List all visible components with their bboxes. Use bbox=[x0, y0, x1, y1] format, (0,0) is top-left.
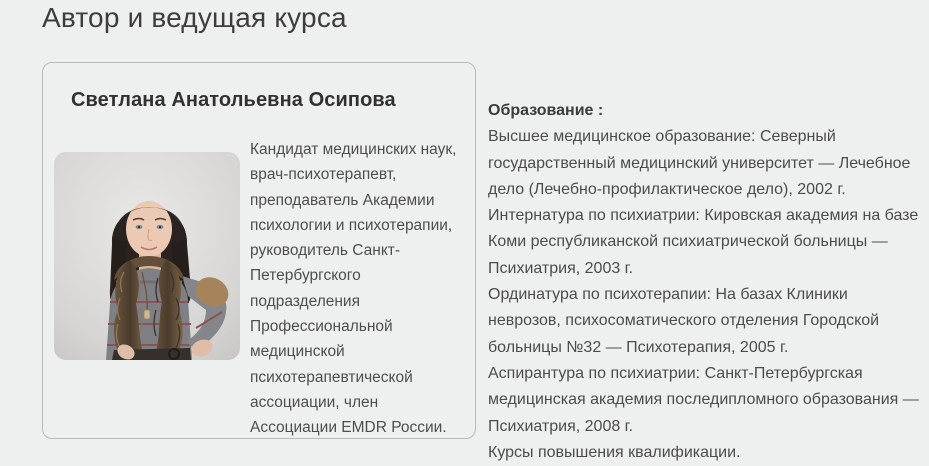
education-section bbox=[488, 98, 924, 466]
education-item: Высшее медицинское образование: Северный государственный медицинский университет — Лечебное дело (Лечебно-профилактическое дело), 2002 г. bbox=[488, 128, 911, 198]
education-heading: Образование : bbox=[488, 102, 604, 119]
profile-name: Светлана Анатольевна Осипова bbox=[71, 89, 396, 111]
education-item: Ординатура по психотерапии: На базах Клиники неврозов, психосоматического отделения Городской больницы №32 — Психотерапия, 2005 г. bbox=[488, 286, 880, 356]
author-profile-card bbox=[42, 62, 476, 439]
portrait-photo bbox=[54, 152, 240, 360]
education-item: Аспирантура по психиатрии: Санкт-Петербургская медицинская академия последипломного образования — Психиатрия, 2008 г. bbox=[488, 364, 919, 435]
education-item: Интернатура по психиатрии: Кировская академия на базе Коми республиканской психиатрической больницы — Психиатрия, 2003 г. bbox=[488, 207, 919, 277]
profile-credentials: Кандидат медицинских наук, врач-психотерапевт, преподаватель Академии психологии и психотерапии, руководитель Санкт-Петербургского подразделения Профессиональной медицинской психотерапевтической ассоциации, член Ассоциации EMDR России. bbox=[250, 141, 457, 437]
education-item: Курсы повышения квалификации. bbox=[488, 443, 741, 461]
page-title: Автор и ведущая курса bbox=[42, 2, 347, 33]
portrait-illustration bbox=[54, 152, 240, 360]
